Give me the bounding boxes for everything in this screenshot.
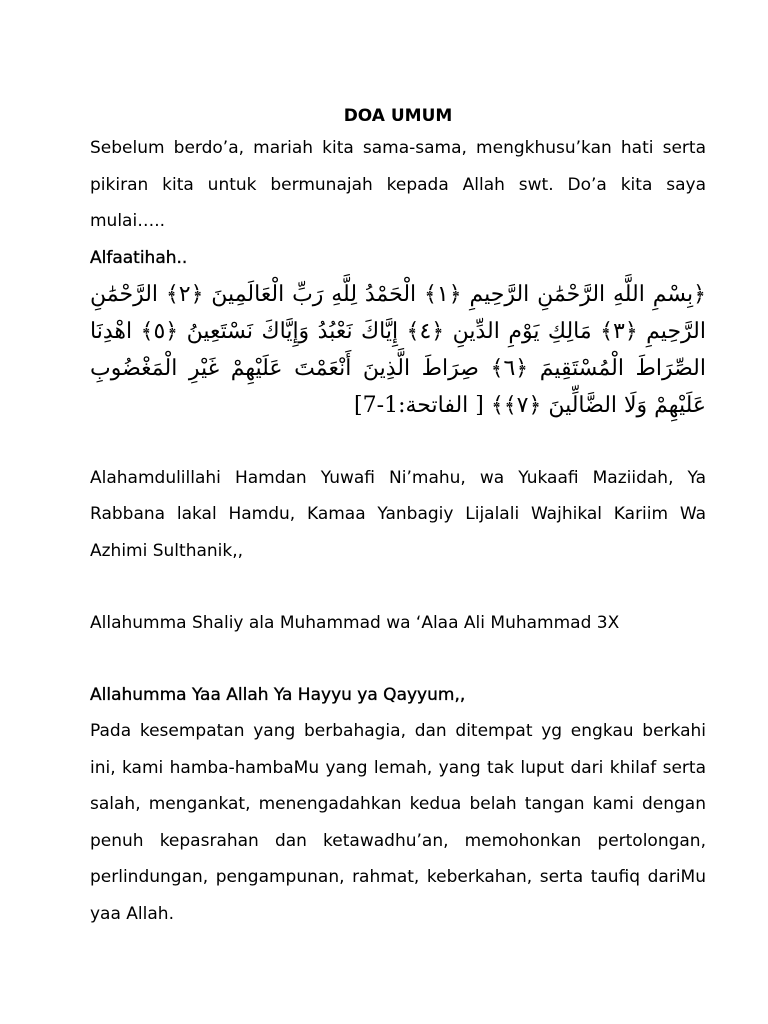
document-page (90, 102, 706, 932)
intro-paragraph: Sebelum berdo’a, mariah kita sama-sama, mengkhusu’kan hati serta pikiran kita untuk bermunajah kepada Allah swt. Do’a kita saya mulai….. (90, 138, 706, 231)
spacer (90, 569, 706, 605)
document-title: DOA UMUM (343, 106, 453, 126)
hamdalah-paragraph: Alahamdulillahi Hamdan Yuwafi Ni’mahu, wa Yukaafi Maziidah, Ya Rabbana lakal Hamdu, Kamaa Yanbagiy Lijalali Wajhikal Kariim Wa Azhimi Sulthanik,, (90, 467, 706, 561)
fatihah-arabic-text: ﴿بِسْمِ اللَّهِ الرَّحْمَٰنِ الرَّحِيمِ ﴿١﴾ الْحَمْدُ لِلَّهِ رَبِّ الْعَالَمِينَ ﴿٢﴾ الرَّحْمَٰنِ الرَّحِيمِ ﴿٣﴾ مَالِكِ يَوْمِ الدِّينِ ﴿٤﴾ إِيَّاكَ نَعْبُدُ وَإِيَّاكَ نَسْتَعِينُ ﴿٥﴾ اهْدِنَا الصِّرَاطَ الْمُسْتَقِيمَ ﴿٦﴾ صِرَاطَ الَّذِينَ أَنْعَمْتَ عَلَيْهِمْ غَيْرِ الْمَغْضُوبِ عَلَيْهِمْ وَلَا الضَّالِّينَ ﴿٧﴾﴾ [ الفاتحة:1-7] (90, 281, 707, 418)
shalawat-line: Allahumma Shaliy ala Muhammad wa ‘Alaa Ali Muhammad 3X (90, 613, 620, 633)
spacer (90, 641, 706, 677)
fatihah-heading: Alfaatihah.. (90, 247, 188, 268)
invocation-heading: Allahumma Yaa Allah Ya Hayyu ya Qayyum,, (90, 685, 466, 705)
supplication-paragraph: Pada kesempatan yang berbahagia, dan ditempat yg engkau berkahi ini, kami hamba-hambaMu yang lemah, yang tak luput dari khilaf serta salah, menganka​t, menengadahkan kedua belah tangan kami dengan penuh kepasrahan dan ketawadhu’an, memohonkan pertolongan, perlindungan, pengampunan, rahmat, keberkahan, serta taufiq dariMu yaa Allah. (90, 721, 706, 924)
spacer (90, 424, 706, 460)
